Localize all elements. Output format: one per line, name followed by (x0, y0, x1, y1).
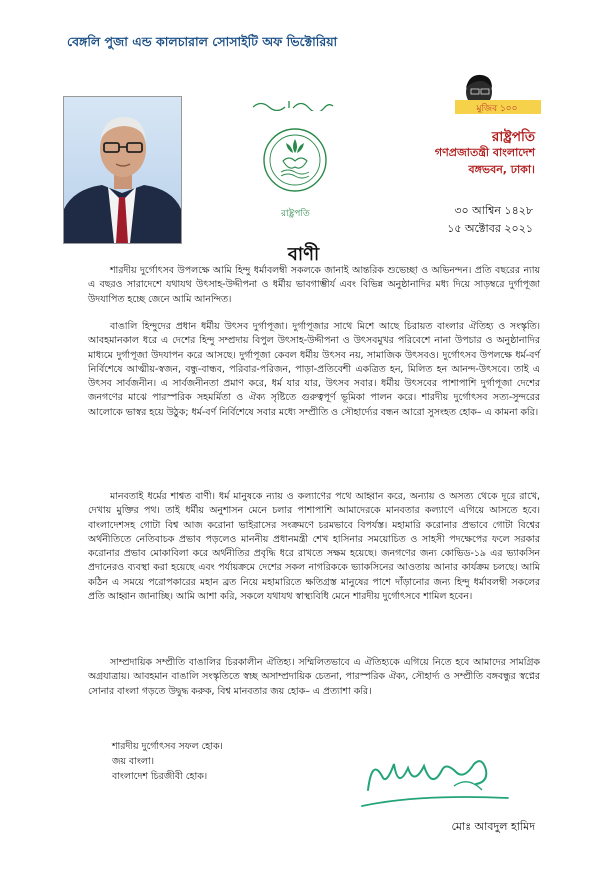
closing-line: জয় বাংলা। (112, 756, 154, 768)
bismillah-calligraphy (251, 96, 335, 110)
date-gregorian: ১৫ অক্টোবর ২০২১ (447, 222, 533, 235)
presidential-seal (262, 127, 328, 193)
signer-name: মোঃ আবদুল হামিদ (451, 820, 535, 833)
organization-name: বেঙ্গলি পুজা এন্ড কালচারাল সোসাইটি অফ ভিক্টোরিয়া (67, 34, 338, 49)
paragraph-3: মানবতাই ধর্মের শাশ্বত বাণী। ধর্ম মানুষকে ন্যায় ও কল্যাণের পথে আহ্বান করে, অন্যায় ও অসত্য থেকে দূরে রাখে, দেখায় মুক্তির পথ। তাই ধর্মীয় অনুশাসন মেনে চলার পাশাপাশি আমাদেরকে মানবতার কল্যাণে এগিয়ে আসতে হবে। বাংলাদেশসহ গোটা বিশ্ব আজ করোনা ভাইরাসের সংক্রমণে চরমভাবে বিপর্যস্ত। মহামারি করোনার প্রভাবে গোটা বিশ্বের অর্থনীতিতে নেতিবাচক প্রভাব পড়লেও মাননীয় প্রধানমন্ত্রী শেখ হাসিনার সময়োচিত ও সাহসী পদক্ষেপের ফলে সরকার করোনার প্রভাব মোকাবিলা করে অর্থনীতির প্রবৃদ্ধি ধরে রাখতে সক্ষম হয়েছে। জনগণের জন্য কোভিড-১৯ এর ভ্যাকসিন প্রদানেরও ব্যবস্থা করা হয়েছে এবং পর্যায়ক্রমে দেশের সকল নাগরিককে ভ্যাকসিনের আওতায় আনার কার্যক্রম চলছে। আমি কঠিন এ সময়ে পরোপকারের মহান ব্রত নিয়ে মহামারিতে ক্ষতিগ্রস্ত মানুষের পাশে দাঁড়ানোর জন্য হিন্দু ধর্মাবলম্বী সকলের প্রতি আহ্বান জানাচ্ছি। আমি আশা করি, সকলে যথাযথ স্বাস্থ্যবিধি মেনে শারদীয় দুর্গোৎসবে শামিল হবেন। (88, 491, 540, 603)
seal-label: রাষ্ট্রপতি (281, 209, 310, 219)
closing-lines (112, 739, 223, 784)
paragraph-1: শারদীয় দুর্গোৎসব উপলক্ষে আমি হিন্দু ধর্মাবলম্বী সকলকে জানাই আন্তরিক শুভেচ্ছা ও অভিনন্দন। প্রতি বছরের ন্যায় এ বছরও সারাদেশে যথাযথ উৎসাহ-উদ্দীপনা ও ধর্মীয় ভাবগাম্ভীর্য এবং বিভিন্ন অনুষ্ঠানাদির মধ্য দিয়ে সাড়ম্বরে দুর্গাপূজা উদযাপিত হচ্ছে জেনে আমি আনন্দিত। (88, 265, 540, 305)
mujib-logo-text: মুজিব ১০০ (476, 104, 518, 114)
paragraph-2: বাঙালি হিন্দুদের প্রধান ধর্মীয় উৎসব দুর্গাপূজা। দুর্গাপূজার সাথে মিশে আছে চিরায়ত বাংলার ঐতিহ্য ও সংস্কৃতি। আবহমানকাল ধরে এ দেশের হিন্দু সম্প্রদায় বিপুল উৎসাহ-উদ্দীপনা ও উৎসবমুখর পরিবেশে নানা উপচার ও অনুষ্ঠানাদির মাধ্যমে দুর্গাপূজা উদযাপন করে আসছে। দুর্গাপূজা কেবল ধর্মীয় উৎসব নয়, সামাজিক উৎসবও। দুর্গোৎসব উপলক্ষে ধর্ম-বর্ণ নির্বিশেষে আত্মীয়-স্বজন, বন্ধু-বান্ধব, পরিবার-পরিজন, পাড়া-প্রতিবেশী একত্রিত হন, মিলিত হন আনন্দ-উৎসবে। তাই এ উৎসব সার্বজনীন। এ সার্বজনীনতা প্রমাণ করে, ধর্ম যার যার, উৎসব সবার। ধর্মীয় উৎসবের পাশাপাশি দুর্গাপূজা দেশের জনগণের মাঝে পারস্পরিক সহমর্মিতা ও ঐক্য সৃষ্টিতে গুরুত্বপূর্ণ ভূমিকা পালন করে। শারদীয় দুর্গোৎসব সত্য-সুন্দরের আলোকে ভাস্বর হয়ে উঠুক; ধর্ম-বর্ণ নির্বিশেষে সবার মধ্যে সম্প্রীতি ও সৌহার্দ্যের বন্ধন আরো সুসংহত হোক– এ কামনা করি। (88, 321, 540, 418)
country-name: গণপ্রজাতন্ত্রী বাংলাদেশ (434, 146, 535, 159)
paragraph-4: সাম্প্রদায়িক সম্প্রীতি বাঙালির চিরকালীন ঐতিহ্য। সম্মিলিতভাবে এ ঐতিহ্যকে এগিয়ে নিতে হবে আমাদের সামগ্রিক অগ্রযাত্রায়। আবহমান বাঙালি সংস্কৃতিতে স্বচ্ছ অসাম্প্রদায়িক চেতনা, পারস্পরিক ঐক্য, সৌহার্দ্য ও সম্প্রীতি বঙ্গবন্ধুর স্বপ্নের সোনার বাংলা গড়তে উদ্বুদ্ধ করুক, বিশ্ব মানবতার জয় হোক– এ প্রত্যাশা করি। (88, 657, 540, 697)
mujib-100-logo (453, 70, 543, 118)
address: বঙ্গভবন, ঢাকা। (468, 163, 535, 176)
date-bangla: ৩০ আশ্বিন ১৪২৮ (454, 204, 533, 217)
closing-line: শারদীয় দুর্গোৎসব সফল হোক। (112, 741, 223, 752)
president-photo (63, 96, 182, 244)
closing-line: বাংলাদেশ চিরজীবী হোক। (112, 771, 208, 783)
president-title: রাষ্ট্রপতি (491, 129, 535, 145)
signature (358, 746, 512, 814)
message-heading: বাণী (287, 244, 320, 265)
